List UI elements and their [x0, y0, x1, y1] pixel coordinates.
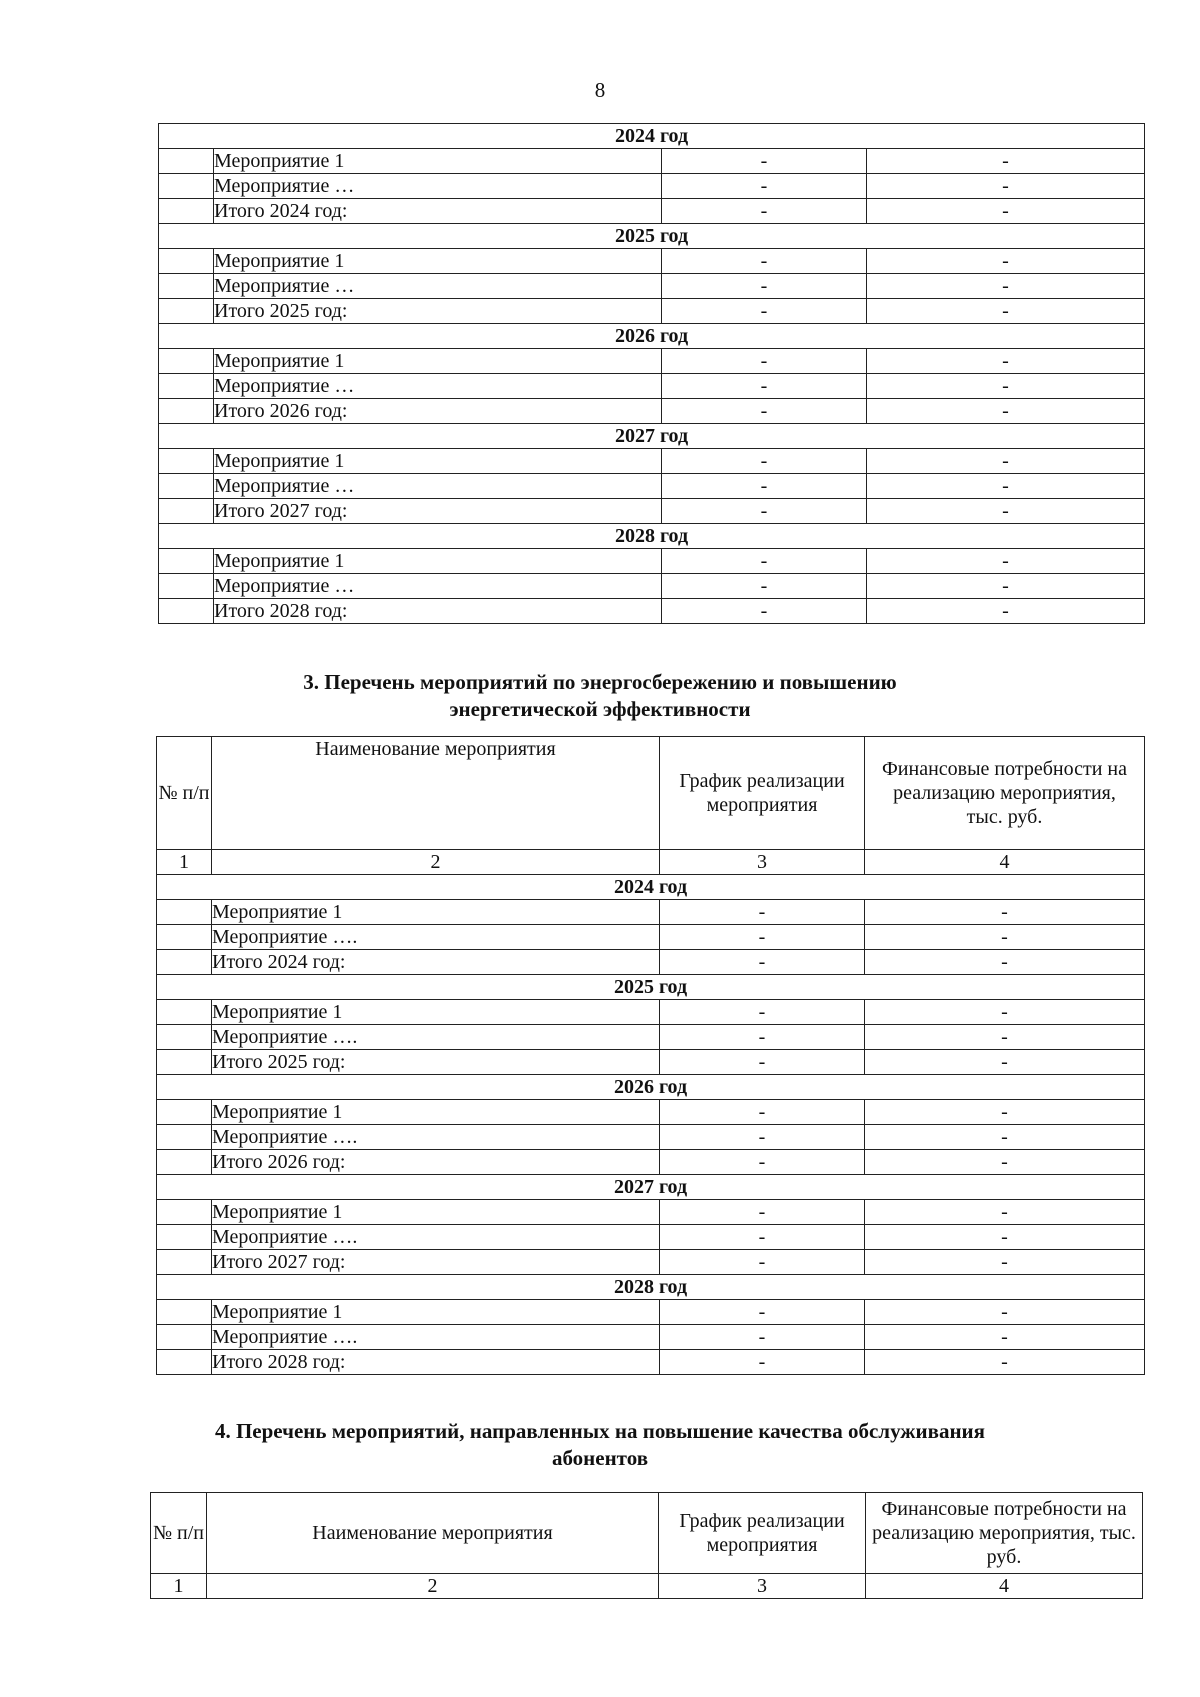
finance-value: -	[865, 1000, 1145, 1025]
total-label: Итого 2025 год:	[214, 299, 662, 324]
measure-name: Мероприятие …	[214, 174, 662, 199]
schedule-value: -	[660, 1200, 865, 1225]
finance-value: -	[867, 549, 1145, 574]
section-3-heading	[0, 669, 1200, 723]
total-label: Итого 2028 год:	[212, 1350, 660, 1375]
measure-name: Мероприятие …	[214, 374, 662, 399]
schedule-value: -	[662, 249, 867, 274]
schedule-value: -	[662, 549, 867, 574]
schedule-value: -	[662, 149, 867, 174]
header-schedule: График реализации мероприятия	[660, 737, 865, 850]
measure-name: Мероприятие 1	[214, 449, 662, 474]
schedule-value: -	[660, 1100, 865, 1125]
total-finance-value: -	[865, 1250, 1145, 1275]
row-number-cell	[157, 1100, 212, 1125]
total-finance-value: -	[865, 1150, 1145, 1175]
header-num: № п/п	[157, 737, 212, 850]
schedule-value: -	[660, 900, 865, 925]
measure-name: Мероприятие ….	[212, 1125, 660, 1150]
year-label: 2026 год	[159, 324, 1145, 349]
row-number-cell	[159, 449, 214, 474]
year-label: 2025 год	[159, 224, 1145, 249]
section-4-title-line2: абонентов	[551, 1446, 649, 1470]
total-row	[157, 1350, 1145, 1375]
measure-row	[159, 374, 1145, 399]
row-number-cell	[159, 599, 214, 624]
col-number-4: 4	[866, 1574, 1143, 1599]
total-schedule-value: -	[662, 399, 867, 424]
header-schedule: График реализации мероприятия	[659, 1493, 866, 1574]
measure-name: Мероприятие …	[214, 474, 662, 499]
col-number-2: 2	[212, 850, 660, 875]
total-label: Итого 2027 год:	[212, 1250, 660, 1275]
schedule-value: -	[662, 449, 867, 474]
section-3-title-line1: 3. Перечень мероприятий по энергосбережению и повышению	[303, 670, 897, 694]
schedule-value: -	[660, 1125, 865, 1150]
row-number-cell	[157, 1350, 212, 1375]
measure-name: Мероприятие ….	[212, 1325, 660, 1350]
row-number-cell	[157, 1025, 212, 1050]
total-finance-value: -	[867, 499, 1145, 524]
measure-name: Мероприятие 1	[212, 1300, 660, 1325]
row-number-cell	[157, 1150, 212, 1175]
col-number-2: 2	[207, 1574, 659, 1599]
row-number-cell	[157, 1300, 212, 1325]
year-label: 2028 год	[157, 1275, 1145, 1300]
finance-value: -	[867, 174, 1145, 199]
total-row	[157, 1150, 1145, 1175]
measure-row	[159, 349, 1145, 374]
measure-name: Мероприятие 1	[212, 1200, 660, 1225]
measure-row	[157, 1000, 1145, 1025]
year-row	[159, 224, 1145, 249]
row-number-cell	[159, 549, 214, 574]
measure-row	[157, 1025, 1145, 1050]
total-row	[159, 199, 1145, 224]
finance-value: -	[865, 1100, 1145, 1125]
finance-value: -	[867, 574, 1145, 599]
total-finance-value: -	[867, 199, 1145, 224]
total-label: Итого 2024 год:	[212, 950, 660, 975]
measure-name: Мероприятие ….	[212, 925, 660, 950]
total-label: Итого 2028 год:	[214, 599, 662, 624]
finance-value: -	[865, 900, 1145, 925]
total-label: Итого 2024 год:	[214, 199, 662, 224]
col-number-1: 1	[157, 850, 212, 875]
row-number-cell	[157, 900, 212, 925]
row-number-cell	[157, 950, 212, 975]
total-schedule-value: -	[660, 1150, 865, 1175]
schedule-value: -	[662, 374, 867, 399]
measure-row	[159, 249, 1145, 274]
measure-name: Мероприятие 1	[214, 149, 662, 174]
measure-row	[159, 449, 1145, 474]
row-number-cell	[159, 499, 214, 524]
year-row	[157, 1175, 1145, 1200]
year-row	[159, 124, 1145, 149]
header-finance: Финансовые потребности на реализацию мероприятия, тыс. руб.	[865, 737, 1145, 850]
year-row	[157, 975, 1145, 1000]
schedule-value: -	[660, 1325, 865, 1350]
row-number-cell	[159, 349, 214, 374]
schedule-value: -	[662, 574, 867, 599]
row-number-cell	[159, 274, 214, 299]
measure-row	[157, 900, 1145, 925]
page-number: 8	[594, 78, 606, 102]
measure-row	[157, 1200, 1145, 1225]
measure-row	[157, 1325, 1145, 1350]
total-row	[159, 299, 1145, 324]
row-number-cell	[157, 1000, 212, 1025]
measure-row	[157, 1125, 1145, 1150]
year-row	[159, 324, 1145, 349]
plan-table-continued	[158, 123, 1145, 624]
total-finance-value: -	[867, 399, 1145, 424]
total-schedule-value: -	[662, 599, 867, 624]
row-number-cell	[159, 199, 214, 224]
finance-value: -	[867, 374, 1145, 399]
schedule-value: -	[660, 1025, 865, 1050]
measure-row	[159, 549, 1145, 574]
schedule-value: -	[660, 1000, 865, 1025]
row-number-cell	[157, 1200, 212, 1225]
service-quality-measures-table	[150, 1492, 1143, 1599]
finance-value: -	[865, 1025, 1145, 1050]
year-row	[157, 875, 1145, 900]
finance-value: -	[867, 474, 1145, 499]
schedule-value: -	[660, 1225, 865, 1250]
schedule-value: -	[662, 349, 867, 374]
measure-row	[159, 174, 1145, 199]
finance-value: -	[867, 349, 1145, 374]
finance-value: -	[867, 449, 1145, 474]
year-label: 2027 год	[157, 1175, 1145, 1200]
measure-row	[159, 574, 1145, 599]
row-number-cell	[159, 474, 214, 499]
total-schedule-value: -	[662, 499, 867, 524]
year-label: 2024 год	[159, 124, 1145, 149]
year-row	[157, 1075, 1145, 1100]
schedule-value: -	[660, 1300, 865, 1325]
finance-value: -	[865, 1125, 1145, 1150]
total-row	[157, 950, 1145, 975]
schedule-value: -	[662, 174, 867, 199]
header-finance: Финансовые потребности на реализацию мероприятия, тыс. руб.	[866, 1493, 1143, 1574]
year-label: 2024 год	[157, 875, 1145, 900]
row-number-cell	[157, 1050, 212, 1075]
finance-value: -	[865, 1300, 1145, 1325]
row-number-cell	[159, 574, 214, 599]
row-number-cell	[157, 1250, 212, 1275]
total-finance-value: -	[865, 1350, 1145, 1375]
total-schedule-value: -	[660, 1250, 865, 1275]
total-row	[157, 1050, 1145, 1075]
measure-row	[157, 925, 1145, 950]
schedule-value: -	[662, 474, 867, 499]
measure-row	[159, 274, 1145, 299]
total-finance-value: -	[865, 1050, 1145, 1075]
measure-row	[157, 1300, 1145, 1325]
header-name: Наименование мероприятия	[212, 737, 660, 850]
year-row	[157, 1275, 1145, 1300]
total-schedule-value: -	[660, 1350, 865, 1375]
measure-name: Мероприятие …	[214, 274, 662, 299]
row-number-cell	[157, 1325, 212, 1350]
finance-value: -	[867, 274, 1145, 299]
col-number-3: 3	[659, 1574, 866, 1599]
total-finance-value: -	[865, 950, 1145, 975]
measure-row	[159, 474, 1145, 499]
energy-saving-measures-table	[156, 736, 1145, 1375]
section-3-title-line2: энергетической эффективности	[449, 697, 751, 721]
col-number-3: 3	[660, 850, 865, 875]
section-4-title-line1: 4. Перечень мероприятий, направленных на повышение качества обслуживания	[214, 1419, 986, 1443]
col-number-4: 4	[865, 850, 1145, 875]
header-name: Наименование мероприятия	[207, 1493, 659, 1574]
measure-name: Мероприятие 1	[214, 549, 662, 574]
row-number-cell	[159, 174, 214, 199]
finance-value: -	[865, 1325, 1145, 1350]
total-schedule-value: -	[660, 1050, 865, 1075]
section-4-heading	[0, 1418, 1200, 1472]
year-label: 2028 год	[159, 524, 1145, 549]
row-number-cell	[157, 1125, 212, 1150]
row-number-cell	[157, 925, 212, 950]
measure-name: Мероприятие ….	[212, 1225, 660, 1250]
total-row	[157, 1250, 1145, 1275]
year-row	[159, 524, 1145, 549]
finance-value: -	[865, 925, 1145, 950]
finance-value: -	[865, 1225, 1145, 1250]
year-row	[159, 424, 1145, 449]
row-number-cell	[159, 249, 214, 274]
measure-name: Мероприятие 1	[214, 349, 662, 374]
total-row	[159, 399, 1145, 424]
year-label: 2027 год	[159, 424, 1145, 449]
total-finance-value: -	[867, 299, 1145, 324]
row-number-cell	[159, 374, 214, 399]
measure-name: Мероприятие 1	[212, 1100, 660, 1125]
measure-name: Мероприятие 1	[214, 249, 662, 274]
measure-name: Мероприятие 1	[212, 1000, 660, 1025]
year-label: 2025 год	[157, 975, 1145, 1000]
total-schedule-value: -	[662, 199, 867, 224]
measure-name: Мероприятие 1	[212, 900, 660, 925]
schedule-value: -	[660, 925, 865, 950]
total-row	[159, 499, 1145, 524]
measure-name: Мероприятие ….	[212, 1025, 660, 1050]
finance-value: -	[867, 249, 1145, 274]
measure-name: Мероприятие …	[214, 574, 662, 599]
total-schedule-value: -	[662, 299, 867, 324]
total-label: Итого 2026 год:	[212, 1150, 660, 1175]
measure-row	[157, 1225, 1145, 1250]
total-label: Итого 2026 год:	[214, 399, 662, 424]
measure-row	[159, 149, 1145, 174]
total-label: Итого 2025 год:	[212, 1050, 660, 1075]
total-row	[159, 599, 1145, 624]
finance-value: -	[867, 149, 1145, 174]
row-number-cell	[157, 1225, 212, 1250]
finance-value: -	[865, 1200, 1145, 1225]
col-number-1: 1	[151, 1574, 207, 1599]
row-number-cell	[159, 399, 214, 424]
total-finance-value: -	[867, 599, 1145, 624]
total-label: Итого 2027 год:	[214, 499, 662, 524]
row-number-cell	[159, 149, 214, 174]
row-number-cell	[159, 299, 214, 324]
measure-row	[157, 1100, 1145, 1125]
header-num: № п/п	[151, 1493, 207, 1574]
schedule-value: -	[662, 274, 867, 299]
year-label: 2026 год	[157, 1075, 1145, 1100]
total-schedule-value: -	[660, 950, 865, 975]
